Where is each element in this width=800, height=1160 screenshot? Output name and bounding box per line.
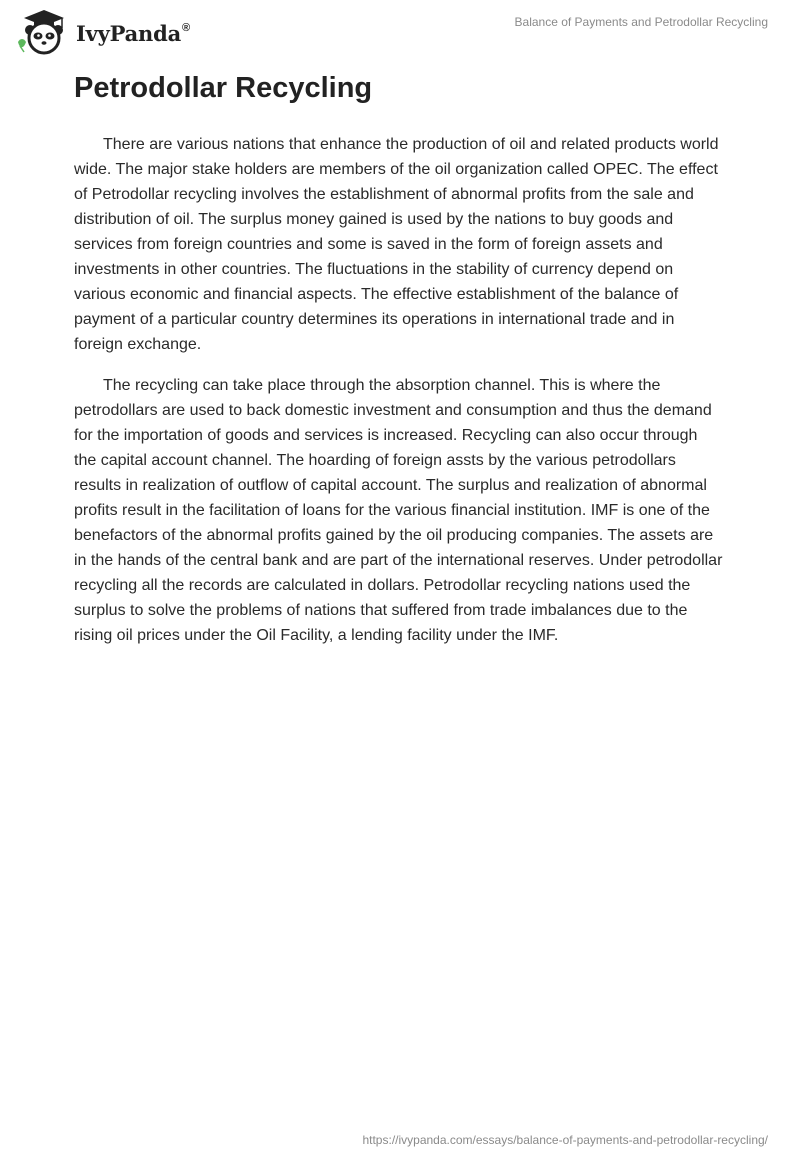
logo-text: IvyPanda: [76, 20, 182, 46]
source-url[interactable]: https://ivypanda.com/essays/balance-of-payments-and-petrodollar-recycling/: [362, 1133, 768, 1147]
article-body: [74, 132, 724, 664]
logo-wordmark: [76, 21, 190, 46]
registered-mark: ®: [182, 21, 190, 34]
page-title: Petrodollar Recycling: [74, 72, 373, 104]
ivypanda-logo[interactable]: [14, 8, 190, 56]
page-header: [0, 0, 800, 60]
panda-graduate-icon: [14, 8, 70, 56]
running-title: Balance of Payments and Petrodollar Recycling: [514, 15, 768, 29]
paragraph-1: There are various nations that enhance the production of oil and related products world wide. The major stake holders are members of the oil organization called OPEC. The effect of Petrodollar recycling involves the establishment of abnormal profits from the sale and distribution of oil. The surplus money gained is used by the nations to buy goods and services from foreign countries and some is saved in the form of foreign assets and investments in other countries. The fluctuations in the stability of currency depend on various economic and financial aspects. The effective establishment of the balance of payment of a particular country determines its operations in international trade and in foreign exchange.: [74, 136, 719, 353]
paragraph-2: The recycling can take place through the absorption channel. This is where the petrodollars are used to back domestic investment and consumption and thus the demand for the importation of goods and services is increased. Recycling can also occur through the capital account channel. The hoarding of foreign assts by the various petrodollars results in realization of outflow of capital account. The surplus and realization of abnormal profits result in the facilitation of loans for the various financial institution. IMF is one of the benefactors of the abnormal profits gained by the oil producing companies. The assets are in the hands of the central bank and are part of the international reserves. Under petrodollar recycling all the records are calculated in dollars. Petrodollar recycling nations used the surplus to solve the problems of nations that suffered from trade imbalances due to the rising oil prices under the Oil Facility, a lending facility under the IMF.: [74, 377, 723, 644]
